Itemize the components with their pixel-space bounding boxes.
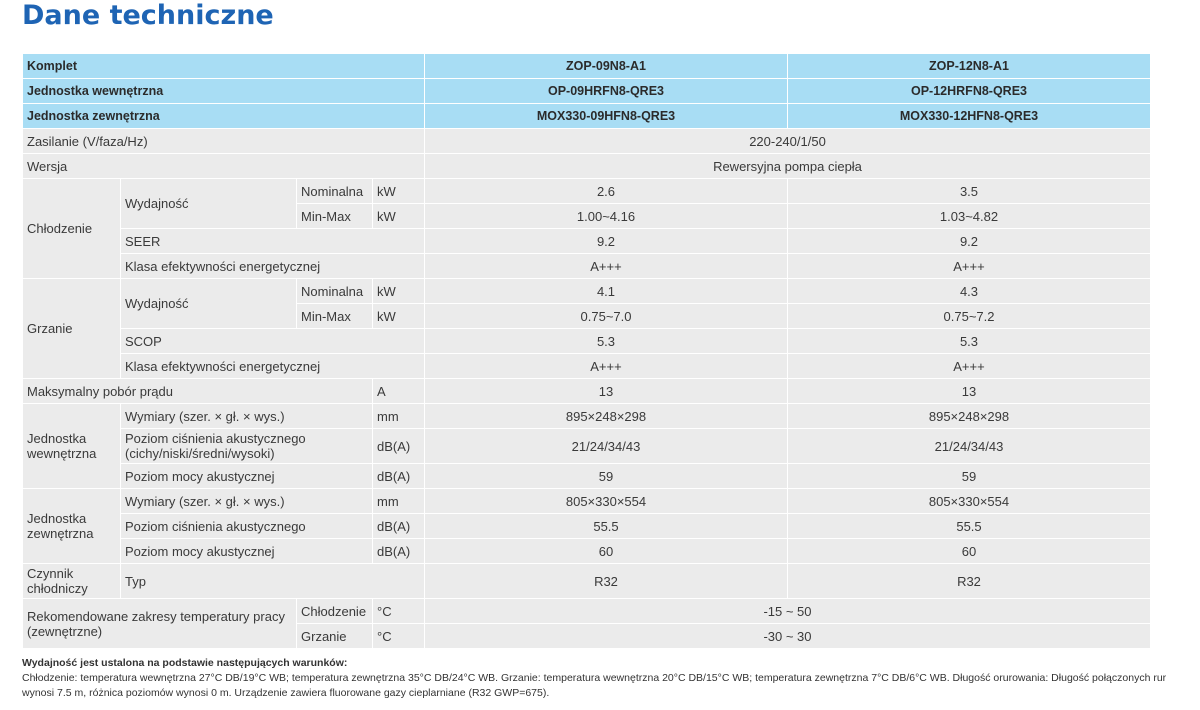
model-2-value: 1.03~4.82 [788,204,1151,229]
model-1-value: 5.3 [425,329,788,354]
group-label-indoor: Jednostka wewnętrzna [23,404,121,489]
table-row [23,254,1151,279]
model-1-value: 55.5 [425,514,788,539]
model-1-value: 0.75~7.0 [425,304,788,329]
unit: °C [373,624,425,649]
model-1-value: 4.1 [425,279,788,304]
unit: dB(A) [373,429,425,464]
row-label: Wymiary (szer. × gł. × wys.) [121,489,373,514]
model-1-value: R32 [425,564,788,599]
model-1-value: 60 [425,539,788,564]
model-2-outdoor: MOX330-12HFN8-QRE3 [788,104,1151,129]
row-label: Klasa efektywności energetycznej [121,354,425,379]
model-2-value: 55.5 [788,514,1151,539]
model-2-value: 4.3 [788,279,1151,304]
model-1-value: A+++ [425,354,788,379]
model-1-value: 59 [425,464,788,489]
unit: kW [373,204,425,229]
row-label: Poziom ciśnienia akustycznego [121,514,373,539]
model-1-value: 2.6 [425,179,788,204]
capacity-label: Wydajność [121,279,297,329]
model-2-value: 59 [788,464,1151,489]
group-label-cooling: Chłodzenie [23,179,121,279]
model-2-value: 5.3 [788,329,1151,354]
temp-range-cooling-value: -15 ~ 50 [425,599,1151,624]
model-2-value: 805×330×554 [788,489,1151,514]
model-2-value: 13 [788,379,1151,404]
header-row-indoor [23,79,1151,104]
model-1-value: 805×330×554 [425,489,788,514]
row-label: Zasilanie (V/faza/Hz) [23,129,425,154]
row-label: Poziom ciśnienia akustycznego (cichy/niski/średni/wysoki) [121,429,373,464]
model-2-value: A+++ [788,254,1151,279]
model-1-kit: ZOP-09N8-A1 [425,54,788,79]
model-2-value: 9.2 [788,229,1151,254]
footnote-text: Chłodzenie: temperatura wewnętrzna 27°C DB/19°C WB; temperatura zewnętrzna 35°C DB/24°C WB. Grzanie: temperatura wewnętrzna 20°C DB/15°C WB; temperatura zewnętrzna 7°C DB/6°C WB. Długość orurowania: Długość połączonych rur wynosi 7.5 m, różnica poziomów wynosi 0 m. Urządzenie zawiera fluorowane gazy cieplarniane (R32 GWP=675). [22,672,1167,699]
row-label: SEER [121,229,425,254]
table-row [23,154,1151,179]
model-2-value: A+++ [788,354,1151,379]
temp-range-heating-value: -30 ~ 30 [425,624,1151,649]
model-2-value: 3.5 [788,179,1151,204]
row-label: Komplet [23,54,425,79]
power-value: 220-240/1/50 [425,129,1151,154]
model-2-value: 0.75~7.2 [788,304,1151,329]
capacity-label: Wydajność [121,179,297,229]
model-1-value: 13 [425,379,788,404]
unit: mm [373,489,425,514]
version-value: Rewersyjna pompa ciepła [425,154,1151,179]
group-label-outdoor: Jednostka zewnętrzna [23,489,121,564]
row-label: Typ [121,564,425,599]
group-label-heating: Grzanie [23,279,121,379]
footnote [22,656,1172,701]
sub-label: Nominalna [297,179,373,204]
model-1-indoor: OP-09HRFN8-QRE3 [425,79,788,104]
table-row [23,564,1151,599]
sub-label: Chłodzenie [297,599,373,624]
row-label: SCOP [121,329,425,354]
unit: °C [373,599,425,624]
row-label: Wersja [23,154,425,179]
table-row [23,354,1151,379]
table-row [23,514,1151,539]
group-label-refrigerant: Czynnik chłodniczy [23,564,121,599]
table-row [23,489,1151,514]
model-2-value: R32 [788,564,1151,599]
sub-label: Min-Max [297,304,373,329]
model-1-value: 21/24/34/43 [425,429,788,464]
row-label: Wymiary (szer. × gł. × wys.) [121,404,373,429]
unit: kW [373,304,425,329]
unit: mm [373,404,425,429]
unit: kW [373,179,425,204]
row-label: Jednostka zewnętrzna [23,104,425,129]
footnote-title: Wydajność jest ustalona na podstawie następujących warunków: [22,657,348,669]
sub-label: Nominalna [297,279,373,304]
group-label-temp-range: Rekomendowane zakresy temperatury pracy (zewnętrzne) [23,599,297,649]
spec-table [22,53,1151,649]
row-label: Maksymalny pobór prądu [23,379,373,404]
model-2-kit: ZOP-12N8-A1 [788,54,1151,79]
table-row [23,329,1151,354]
sub-label: Min-Max [297,204,373,229]
table-row [23,229,1151,254]
table-row [23,179,1151,204]
model-1-value: 1.00~4.16 [425,204,788,229]
row-label: Poziom mocy akustycznej [121,464,373,489]
header-row-outdoor [23,104,1151,129]
unit: A [373,379,425,404]
table-row [23,599,1151,624]
table-row [23,129,1151,154]
model-1-value: 895×248×298 [425,404,788,429]
model-2-indoor: OP-12HRFN8-QRE3 [788,79,1151,104]
table-row [23,379,1151,404]
row-label: Jednostka wewnętrzna [23,79,425,104]
table-row [23,429,1151,464]
header-row-komplet [23,54,1151,79]
model-2-value: 21/24/34/43 [788,429,1151,464]
model-1-value: 9.2 [425,229,788,254]
page-title: Dane techniczne [22,0,274,31]
model-2-value: 60 [788,539,1151,564]
table-row [23,539,1151,564]
sub-label: Grzanie [297,624,373,649]
unit: dB(A) [373,539,425,564]
row-label: Poziom mocy akustycznej [121,539,373,564]
table-row [23,464,1151,489]
table-row [23,279,1151,304]
unit: dB(A) [373,514,425,539]
model-1-outdoor: MOX330-09HFN8-QRE3 [425,104,788,129]
table-row [23,404,1151,429]
model-1-value: A+++ [425,254,788,279]
row-label: Klasa efektywności energetycznej [121,254,425,279]
model-2-value: 895×248×298 [788,404,1151,429]
unit: dB(A) [373,464,425,489]
unit: kW [373,279,425,304]
